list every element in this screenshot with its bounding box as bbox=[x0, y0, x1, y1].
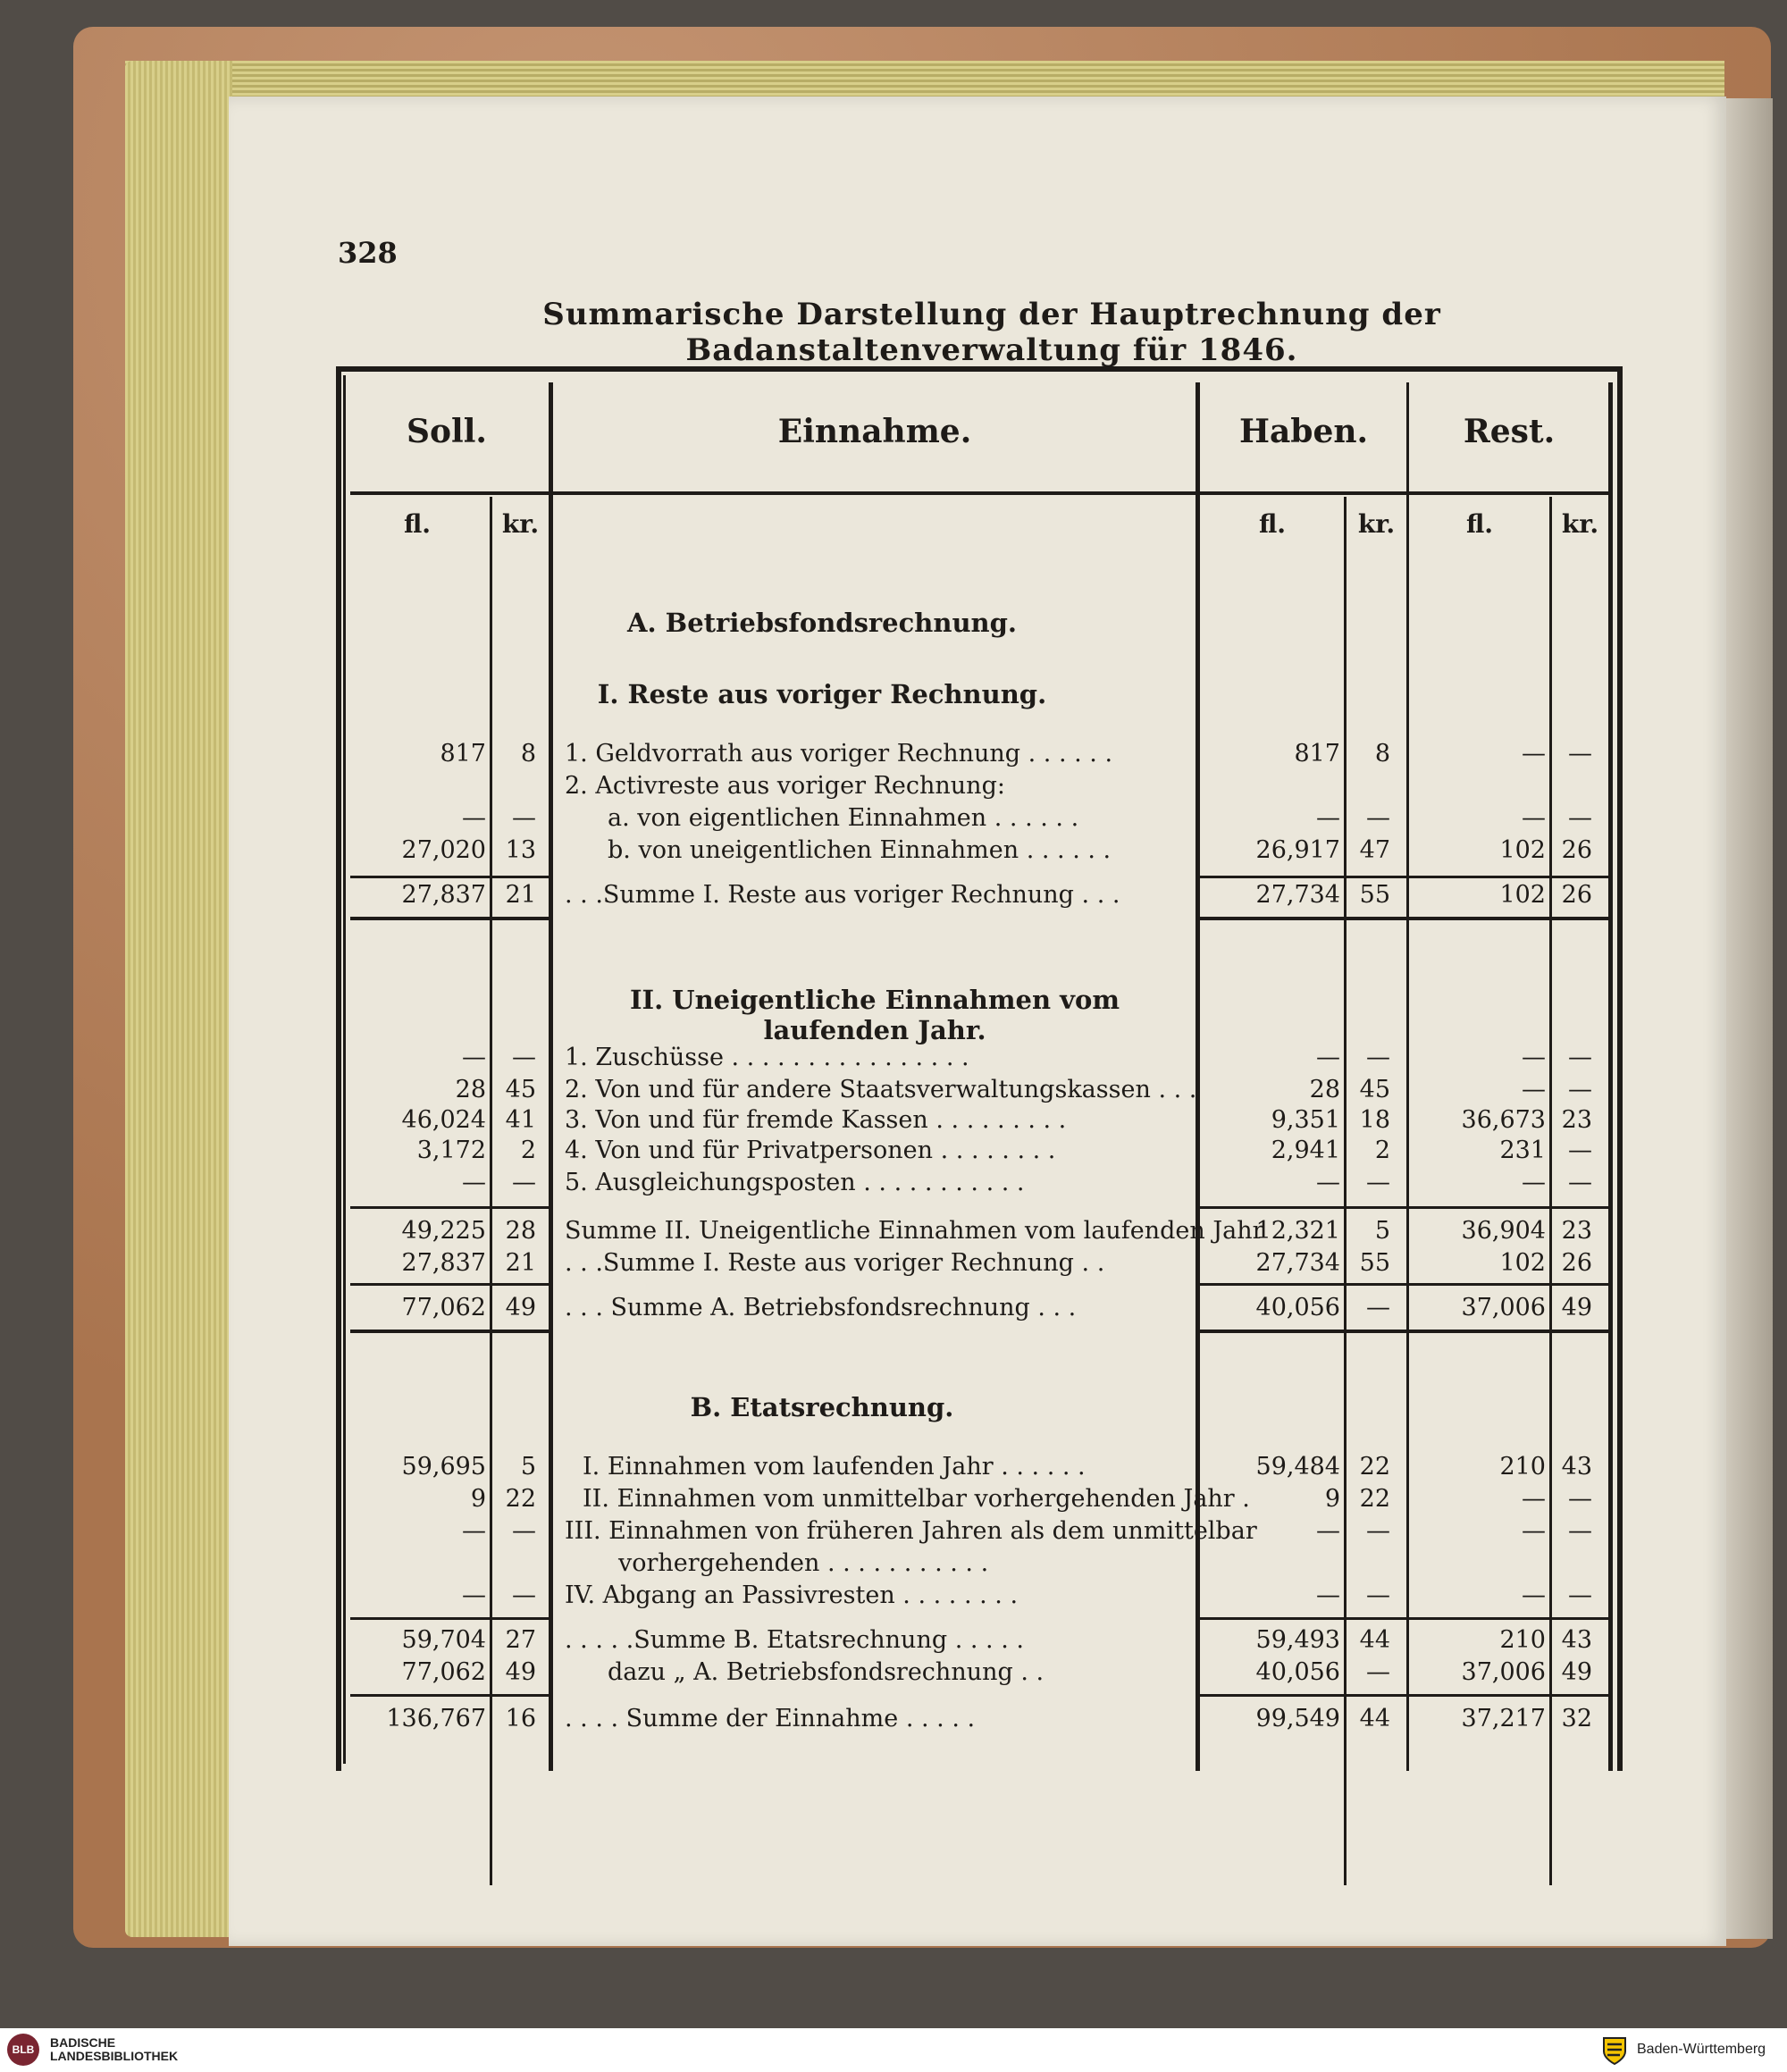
haben-kr: 18 bbox=[1359, 1106, 1390, 1134]
soll-fl: 3,172 bbox=[416, 1137, 486, 1164]
soll-kr: — bbox=[512, 1044, 536, 1071]
header-rest: Rest. bbox=[1463, 413, 1556, 450]
soll-fl: 27,020 bbox=[401, 836, 486, 864]
rest-fl: — bbox=[1522, 804, 1546, 832]
haben-kr: 44 bbox=[1359, 1626, 1390, 1654]
rest-fl: — bbox=[1522, 1044, 1546, 1071]
soll-fl: 28 bbox=[455, 1076, 486, 1103]
table-row bbox=[0, 1104, 1787, 1137]
rest-kr: — bbox=[1568, 1044, 1592, 1071]
rest-kr-label: kr. bbox=[1561, 509, 1599, 539]
table-row bbox=[0, 1215, 1787, 1247]
soll-kr: 49 bbox=[505, 1658, 536, 1686]
entry-text: dazu „ A. Betriebsfondsrechnung . . bbox=[608, 1658, 1045, 1686]
rest-fl: 102 bbox=[1499, 881, 1546, 909]
table-row bbox=[0, 770, 1787, 802]
haben-kr: 47 bbox=[1359, 836, 1390, 864]
haben-fl: — bbox=[1316, 1044, 1340, 1071]
haben-fl: 99,549 bbox=[1255, 1705, 1340, 1732]
haben-fl: — bbox=[1316, 1517, 1340, 1545]
soll-kr: 49 bbox=[505, 1294, 536, 1321]
haben-fl: 9 bbox=[1324, 1485, 1340, 1513]
rule-sum-a-bottom-right bbox=[1200, 1330, 1608, 1333]
entry-text: 2. Activreste aus voriger Rechnung: bbox=[565, 772, 1005, 800]
soll-fl: 136,767 bbox=[386, 1705, 486, 1732]
rest-fl: 210 bbox=[1499, 1453, 1546, 1481]
rest-kr: — bbox=[1568, 1169, 1592, 1196]
entry-text: . . .Summe I. Reste aus voriger Rechnung . . . bbox=[565, 881, 1120, 909]
header-haben: Haben. bbox=[1238, 413, 1369, 450]
header-soll: Soll. bbox=[407, 413, 487, 450]
rest-fl: 37,006 bbox=[1461, 1658, 1546, 1686]
baden-wuerttemberg-coat-of-arms-icon bbox=[1601, 2035, 1628, 2066]
rest-kr: — bbox=[1568, 740, 1592, 768]
soll-kr-label: kr. bbox=[501, 509, 540, 539]
haben-fl-label: fl. bbox=[1258, 509, 1287, 539]
soll-fl: — bbox=[462, 804, 486, 832]
soll-fl: — bbox=[462, 1517, 486, 1545]
soll-fl: — bbox=[462, 1169, 486, 1196]
section-a1-heading: I. Reste aus voriger Rechnung. bbox=[597, 679, 1047, 709]
haben-fl: 817 bbox=[1294, 740, 1340, 768]
rule-sum-a-top-right bbox=[1200, 1283, 1608, 1286]
table-row bbox=[0, 1703, 1787, 1735]
haben-fl: 27,734 bbox=[1255, 1249, 1340, 1277]
haben-fl: 59,493 bbox=[1255, 1626, 1340, 1654]
entry-text: . . .Summe I. Reste aus voriger Rechnung . . bbox=[565, 1249, 1105, 1277]
table-row bbox=[0, 1074, 1787, 1106]
soll-kr: 45 bbox=[505, 1076, 536, 1103]
section-a2-heading: II. Uneigentliche Einnahmen vom laufenden Jahr. bbox=[629, 985, 1120, 1045]
soll-fl: 59,695 bbox=[401, 1453, 486, 1481]
rest-fl: 37,217 bbox=[1461, 1705, 1546, 1732]
rest-fl: 102 bbox=[1499, 1249, 1546, 1277]
rest-kr: 43 bbox=[1561, 1626, 1592, 1654]
soll-fl: 817 bbox=[440, 740, 486, 768]
entry-text: 1. Zuschüsse . . . . . . . . . . . . . . . . bbox=[565, 1044, 969, 1071]
page-title: Summarische Darstellung der Hauptrechnung der Badanstaltenverwaltung für 1846. bbox=[542, 297, 1441, 368]
haben-kr: 2 bbox=[1374, 1137, 1390, 1164]
rule-sum-a-bottom bbox=[350, 1330, 549, 1333]
haben-kr: 55 bbox=[1359, 881, 1390, 909]
entry-text: 2. Von und für andere Staatsverwaltungskassen . . . bbox=[565, 1076, 1197, 1103]
haben-fl: 9,351 bbox=[1271, 1106, 1340, 1134]
haben-fl: 27,734 bbox=[1255, 881, 1340, 909]
soll-kr: 22 bbox=[505, 1485, 536, 1513]
rule-h-header bbox=[350, 491, 1610, 495]
rest-kr: — bbox=[1568, 1517, 1592, 1545]
header-einnahme: Einnahme. bbox=[777, 413, 972, 450]
haben-kr: — bbox=[1366, 804, 1390, 832]
blb-logo[interactable]: BLB bbox=[7, 2034, 39, 2066]
soll-fl: 46,024 bbox=[401, 1106, 486, 1134]
soll-kr: 21 bbox=[505, 881, 536, 909]
rest-kr: 23 bbox=[1561, 1217, 1592, 1245]
haben-kr: — bbox=[1366, 1517, 1390, 1545]
rest-fl: 102 bbox=[1499, 836, 1546, 864]
haben-fl: 26,917 bbox=[1255, 836, 1340, 864]
rest-kr: 43 bbox=[1561, 1453, 1592, 1481]
rest-kr: 23 bbox=[1561, 1106, 1592, 1134]
table-row bbox=[0, 1624, 1787, 1657]
rule-sum-a1-top bbox=[350, 876, 549, 878]
haben-fl: 40,056 bbox=[1255, 1294, 1340, 1321]
rule-total-top-right bbox=[1200, 1694, 1608, 1697]
page-edges-top bbox=[125, 61, 1724, 96]
entry-text: 3. Von und für fremde Kassen . . . . . . . . . bbox=[565, 1106, 1067, 1134]
soll-fl: 27,837 bbox=[401, 1249, 486, 1277]
table-row bbox=[0, 1292, 1787, 1324]
rest-fl-label: fl. bbox=[1465, 509, 1494, 539]
table-row bbox=[0, 1515, 1787, 1548]
table-row bbox=[0, 1548, 1787, 1580]
section-a-heading: A. Betriebsfondsrechnung. bbox=[626, 608, 1017, 638]
table-row bbox=[0, 738, 1787, 770]
rest-kr: 49 bbox=[1561, 1294, 1592, 1321]
soll-kr: 28 bbox=[505, 1217, 536, 1245]
library-name[interactable]: BADISCHE LANDESBIBLIOTHEK bbox=[50, 2035, 179, 2063]
haben-kr: 22 bbox=[1359, 1485, 1390, 1513]
footer-bar bbox=[0, 2028, 1787, 2072]
haben-fl: — bbox=[1316, 1169, 1340, 1196]
table-row bbox=[0, 1580, 1787, 1612]
rest-fl: 231 bbox=[1499, 1137, 1546, 1164]
rest-kr: — bbox=[1568, 1137, 1592, 1164]
haben-kr: — bbox=[1366, 1169, 1390, 1196]
rule-sum-b-top bbox=[350, 1617, 549, 1620]
soll-kr: 41 bbox=[505, 1106, 536, 1134]
soll-fl: 27,837 bbox=[401, 881, 486, 909]
entry-text: Summe II. Uneigentliche Einnahmen vom laufenden Jahr bbox=[565, 1217, 1264, 1245]
rule-sum-a1-bottom-right bbox=[1200, 917, 1608, 920]
haben-kr: — bbox=[1366, 1658, 1390, 1686]
table-row bbox=[0, 802, 1787, 835]
rest-fl: 210 bbox=[1499, 1626, 1546, 1654]
rest-fl: — bbox=[1522, 1076, 1546, 1103]
rest-fl: — bbox=[1522, 1581, 1546, 1609]
entry-text: 4. Von und für Privatpersonen . . . . . . . . bbox=[565, 1137, 1056, 1164]
soll-kr: — bbox=[512, 1169, 536, 1196]
soll-kr: 27 bbox=[505, 1626, 536, 1654]
soll-kr: 16 bbox=[505, 1705, 536, 1732]
soll-fl: 59,704 bbox=[401, 1626, 486, 1654]
soll-kr: 13 bbox=[505, 836, 536, 864]
rest-kr: — bbox=[1568, 1485, 1592, 1513]
entry-text: . . . . Summe der Einnahme . . . . . bbox=[565, 1705, 976, 1732]
rest-fl: — bbox=[1522, 1517, 1546, 1545]
soll-kr: — bbox=[512, 1517, 536, 1545]
entry-text: vorhergehenden . . . . . . . . . . . bbox=[618, 1549, 989, 1577]
table-row bbox=[0, 1135, 1787, 1167]
section-b-heading: B. Etatsrechnung. bbox=[690, 1392, 954, 1422]
soll-fl: 77,062 bbox=[401, 1294, 486, 1321]
table-row bbox=[0, 1657, 1787, 1689]
haben-fl: 28 bbox=[1309, 1076, 1340, 1103]
rest-fl: — bbox=[1522, 1485, 1546, 1513]
rule-sum-b-top-right bbox=[1200, 1617, 1608, 1620]
entry-text: a. von eigentlichen Einnahmen . . . . . . bbox=[608, 804, 1079, 832]
rest-kr: — bbox=[1568, 1581, 1592, 1609]
soll-fl: 77,062 bbox=[401, 1658, 486, 1686]
haben-kr: 44 bbox=[1359, 1705, 1390, 1732]
rest-kr: 49 bbox=[1561, 1658, 1592, 1686]
rest-fl: — bbox=[1522, 740, 1546, 768]
rule-total-top bbox=[350, 1694, 549, 1697]
soll-kr: 21 bbox=[505, 1249, 536, 1277]
haben-kr: 45 bbox=[1359, 1076, 1390, 1103]
rule-sum-a2-top-right bbox=[1200, 1206, 1608, 1209]
entry-text: b. von uneigentlichen Einnahmen . . . . . . bbox=[608, 836, 1112, 864]
rest-kr: 32 bbox=[1561, 1705, 1592, 1732]
soll-kr: — bbox=[512, 1581, 536, 1609]
entry-text: . . . . .Summe B. Etatsrechnung . . . . . bbox=[565, 1626, 1024, 1654]
rest-kr: 26 bbox=[1561, 836, 1592, 864]
haben-fl: 59,484 bbox=[1255, 1453, 1340, 1481]
rest-fl: 36,673 bbox=[1461, 1106, 1546, 1134]
page-number: 328 bbox=[338, 236, 398, 270]
soll-kr: 8 bbox=[520, 740, 536, 768]
soll-kr: — bbox=[512, 804, 536, 832]
haben-kr: — bbox=[1366, 1044, 1390, 1071]
haben-kr: 55 bbox=[1359, 1249, 1390, 1277]
haben-kr: 8 bbox=[1374, 740, 1390, 768]
table-row bbox=[0, 1451, 1787, 1483]
rest-fl: — bbox=[1522, 1169, 1546, 1196]
haben-kr: 5 bbox=[1374, 1217, 1390, 1245]
haben-kr-label: kr. bbox=[1357, 509, 1396, 539]
entry-text: 1. Geldvorrath aus voriger Rechnung . . . . . . bbox=[565, 740, 1113, 768]
entry-text: IV. Abgang an Passivresten . . . . . . . . bbox=[565, 1581, 1019, 1609]
entry-text: I. Einnahmen vom laufenden Jahr . . . . . . bbox=[583, 1453, 1086, 1481]
table-row bbox=[0, 1483, 1787, 1515]
rest-kr: — bbox=[1568, 1076, 1592, 1103]
state-name[interactable]: Baden-Württemberg bbox=[1637, 2042, 1766, 2057]
table-row bbox=[0, 1167, 1787, 1199]
soll-fl-label: fl. bbox=[403, 509, 432, 539]
rest-fl: 36,904 bbox=[1461, 1217, 1546, 1245]
rest-kr: 26 bbox=[1561, 881, 1592, 909]
rule-sum-a2-top bbox=[350, 1206, 549, 1209]
soll-kr: 2 bbox=[520, 1137, 536, 1164]
table-row bbox=[0, 1042, 1787, 1074]
rest-kr: 26 bbox=[1561, 1249, 1592, 1277]
entry-text: III. Einnahmen von früheren Jahren als dem unmittelbar bbox=[565, 1517, 1257, 1545]
soll-kr: 5 bbox=[520, 1453, 536, 1481]
table-row bbox=[0, 879, 1787, 911]
haben-fl: — bbox=[1316, 1581, 1340, 1609]
haben-kr: — bbox=[1366, 1294, 1390, 1321]
table-row bbox=[0, 835, 1787, 867]
soll-fl: — bbox=[462, 1044, 486, 1071]
haben-kr: — bbox=[1366, 1581, 1390, 1609]
entry-text: . . . Summe A. Betriebsfondsrechnung . . . bbox=[565, 1294, 1077, 1321]
haben-fl: 2,941 bbox=[1271, 1137, 1340, 1164]
entry-text: 5. Ausgleichungsposten . . . . . . . . . . . bbox=[565, 1169, 1025, 1196]
rest-kr: — bbox=[1568, 804, 1592, 832]
haben-fl: 12,321 bbox=[1255, 1217, 1340, 1245]
haben-fl: 40,056 bbox=[1255, 1658, 1340, 1686]
haben-kr: 22 bbox=[1359, 1453, 1390, 1481]
rule-sum-a1-bottom bbox=[350, 917, 549, 920]
rule-sum-a-top bbox=[350, 1283, 549, 1286]
rest-fl: 37,006 bbox=[1461, 1294, 1546, 1321]
soll-fl: — bbox=[462, 1581, 486, 1609]
haben-fl: — bbox=[1316, 804, 1340, 832]
soll-fl: 49,225 bbox=[401, 1217, 486, 1245]
rule-sum-a1-top-right bbox=[1200, 876, 1608, 878]
entry-text: II. Einnahmen vom unmittelbar vorhergehenden Jahr . bbox=[583, 1485, 1250, 1513]
soll-fl: 9 bbox=[470, 1485, 486, 1513]
table-row bbox=[0, 1247, 1787, 1279]
